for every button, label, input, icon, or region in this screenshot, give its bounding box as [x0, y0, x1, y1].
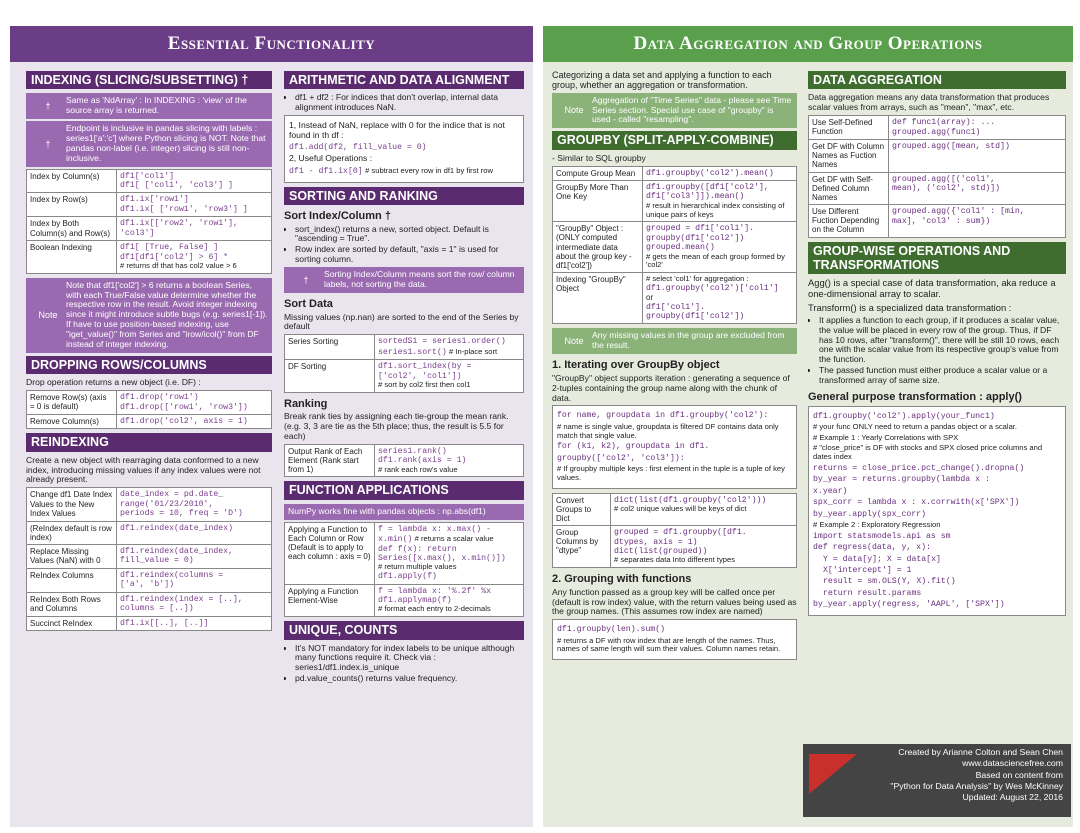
- iterating-box: for name, groupdata in df1.groupby('col2'): # name is single value, groupdata is filtered DF contains data only match that single value. for (k1, k2), groupdata in df1. groupby(['col2', 'col3']): # If groupby multiple keys : first element in the tuple is a tuple of key values.: [552, 405, 797, 488]
- table-row: Get DF with Column Names as Fuction Names grouped.agg([mean, std]): [809, 139, 1066, 172]
- categorize-note: Note Aggregation of "Time Series" data - please see Time Series section. Special use case of "groupby" is used - called "resampling".: [552, 93, 797, 129]
- credits-authors: Created by Arianne Colton and Sean Chen: [898, 747, 1063, 757]
- table-row: Output Rank of Each Element (Rank start from 1) series1.rank() df1.rank(axis = 1) # rank each row's value: [285, 444, 524, 477]
- arith-bullet: • df1 + df2 : For indices that don't overlap, internal data alignment introduces NaN.: [295, 93, 524, 113]
- table-row: Applying a Function to Each Column or Row (Default is to apply to each column : axis = 0) f = lambda x: x.max() - x.min() # returns a scalar value def f(x): return Series([x.max(), x.min()]) # return multiple values df1.apply(f): [285, 522, 524, 584]
- table-row: (ReIndex default is row index) df1.reindex(date_index): [27, 521, 272, 544]
- column-4: [808, 68, 1066, 741]
- sort-data-intro: Missing values (np.nan) are sorted to the end of the Series by default: [284, 311, 519, 332]
- table-row: Series Sorting sortedS1 = series1.order() series1.sort() # In-place sort: [285, 335, 524, 360]
- groupby-note: Note Any missing values in the group are excluded from the result.: [552, 328, 797, 354]
- table-row: Succinct ReIndex df1.ix[[..], [..]]: [27, 616, 272, 630]
- ranking-heading: Ranking: [284, 397, 328, 410]
- grouping-fn-heading: 2. Grouping with functions: [552, 573, 692, 586]
- column-2: [284, 68, 524, 825]
- unique-title: UNIQUE, COUNTS: [284, 621, 524, 639]
- groupwise-transform: Transform() is a specialized data transformation :: [808, 302, 1012, 314]
- table-row: Replace Missing Values (NaN) with 0 df1.reindex(date_index, fill_value = 0): [27, 545, 272, 569]
- data-agg-table: [808, 115, 1066, 238]
- table-row: "GroupBy" Object : (ONLY computed intermediate data about the group key - df1['col2']) grouped = df1['col1']. groupby(df1['col2']) grouped.mean() # gets the mean of each group formed by 'col2': [553, 222, 797, 273]
- table-row: Boolean Indexing df1[ [True, False] ] df1[df1['col2'] > 6] * # returns df that has col2 value > 6: [27, 241, 272, 274]
- dropping-table: [26, 390, 272, 429]
- table-row: Applying a Function Element-Wise f = lambda x: '%.2f' %x df1.applymap(f) # format each entry to 2-decimals: [285, 584, 524, 617]
- credits-website[interactable]: www.datasciencefree.com: [962, 758, 1063, 769]
- reindexing-title: REINDEXING: [26, 433, 272, 451]
- credits-updated: Updated: August 22, 2016: [962, 792, 1063, 803]
- sorting-note: † Sorting Index/Column means sort the row/ column labels, not sorting the data.: [284, 267, 524, 293]
- credits-based-on: Based on content from: [975, 769, 1063, 780]
- sorting-title: SORTING AND RANKING: [284, 187, 524, 205]
- indexing-note-2: † Endpoint is inclusive in pandas slicing with labels : series1['a':'c'] where Python slicing is NOT. Note that pandas non-label (i.e. integer) slicing is still non-inclusive.: [26, 121, 272, 167]
- column-3: [552, 68, 797, 825]
- groupwise-bullet-1: • It applies a function to each group, if it produces a scalar value, the value will be placed in every row of the group. Thus, if DF has 10 rows, after "transform()", there will be still 10 rows, each one with the scalar value from its respective group's value from the function.: [819, 316, 1066, 365]
- indexing-note-3: Note Note that df1['col2'] > 6 returns a boolean Series, with each True/False value determine whether the respective row in the result. Avoid integer indexing since it might introduce subtle bugs (e.g. series1[-1]). If have to use position-based indexing, use "iget_value()" from Series and "irow/icol()" from DF instead of integer indexing.: [26, 278, 272, 353]
- ranking-intro: Break rank ties by assigning each tie-group the mean rank. (e.g. 3, 3 are tie as the 5th place; thus, the result is 5.5 for each): [284, 411, 509, 442]
- iterating-table: [552, 493, 797, 569]
- arith-box: 1, Instead of NaN, replace with 0 for the indice that is not found in th df : df1.add(df2, fill_value = 0) 2, Useful Operations : df1 - df1.ix[0] # subtract every row in df1 by first row: [284, 115, 524, 182]
- table-row: ReIndex Both Rows and Columns df1.reindex(index = [..], columns = [..]): [27, 592, 272, 616]
- ranking-table: [284, 444, 524, 478]
- funcapp-table: [284, 522, 524, 617]
- indexing-table: [26, 169, 272, 274]
- reindexing-intro: Create a new object with rearraging data conformed to a new index, introducing missing values if any index values were not already present.: [26, 454, 261, 485]
- table-row: Indexing "GroupBy" Object # select 'col1' for aggregation : df1.groupby('col2')['col1'] or df1['col1']. groupby(df1['col2']): [553, 273, 797, 324]
- dropping-intro: Drop operation returns a new object (i.e. DF) :: [26, 377, 201, 388]
- iterating-heading: 1. Iterating over GroupBy object: [552, 359, 720, 372]
- funcapp-note: NumPy works fine with pandas objects : np.abs(df1): [284, 504, 524, 520]
- grouping-fn-box: df1.groupby(len).sum() # returns a DF with row index that are length of the names. Thus, names of same length will sum their values. Column names retain.: [552, 619, 797, 660]
- sort-index-heading: Sort Index/Column †: [284, 209, 391, 222]
- column-1: [26, 68, 272, 825]
- groupby-title: GROUPBY (SPLIT-APPLY-COMBINE): [552, 131, 797, 149]
- iterating-intro: "GroupBy" object supports iteration : generating a sequence of 2-tuples containing the group name along with the chunk of data.: [552, 372, 790, 403]
- credits-box: [803, 744, 1071, 817]
- table-row: Index by Column(s) df1['col1'] df1[ ['col1', 'col3'] ]: [27, 169, 272, 193]
- data-agg-title: DATA AGGREGATION: [808, 71, 1066, 89]
- groupwise-bullet-2: • The passed function must either produce a scalar value or a transformed array of same size.: [819, 366, 1066, 386]
- funcapp-title: FUNCTION APPLICATIONS: [284, 481, 524, 499]
- table-row: Index by Row(s) df1.ix['row1'] df1.ix[ ['row1', 'row3'] ]: [27, 193, 272, 217]
- reindexing-table: [26, 487, 272, 631]
- groupwise-agg: Agg() is a special case of data transformation, aka reduce a one-dimensional array to scalar.: [808, 277, 1056, 300]
- table-row: Remove Column(s) df1.drop('col2', axis = 1): [27, 414, 272, 428]
- grouping-fn-intro: Any function passed as a group key will be called once per (default is row index) value, with the return values being used as the group names. (This assumes row index are named): [552, 586, 797, 617]
- unique-bullet-1: • It's NOT mandatory for index labels to be unique although many functions require it. Check via : series1/df1.index.is_unique: [295, 644, 524, 674]
- apply-box: df1.groupby('col2').apply(your_func1) # your func ONLY need to return a pandas object or a scalar. # Example 1 : Yearly Correlations with SPX # "close_price" is DF with stocks and SPX closed price columns and dates index returns = close_price.pct_change().dropna() by_year = returns.groupby(lambda x : x.year) spx_corr = lambda x : x.corrwith(x['SPX']) by_year.apply(spx_corr) # Example 2 : Exploratory Regression import statsmodels.api as sm def regress(data, y, x): Y = data[y]; X = data[x] X['intercept'] = 1 result = sm.OLS(Y, X).fit() return result.params by_year.apply(regress, 'AAPL', ['SPX']): [808, 406, 1066, 616]
- logo-triangle: [809, 754, 857, 794]
- categorize-intro: Categorizing a data set and applying a function to each group, whether an aggregation or transformation.: [552, 70, 772, 91]
- indexing-note-1: † Same as 'NdArray' : In INDEXING : 'view' of the source array is returned.: [26, 93, 272, 119]
- sort-data-table: [284, 334, 524, 392]
- groupby-similar: - Similar to SQL groupby: [552, 152, 646, 163]
- apply-heading: General purpose transformation : apply(): [808, 390, 1022, 403]
- sorting-bullet-1: • sort_index() returns a new, sorted object. Default is "ascending = True".: [295, 225, 524, 245]
- right-banner: Data Aggregation and Group Operations: [543, 26, 1073, 62]
- credits-book: "Python for Data Analysis" by Wes McKinney: [890, 780, 1063, 791]
- table-row: ReIndex Columns df1.reindex(columns = ['a', 'b']): [27, 568, 272, 592]
- table-row: GroupBy More Than One Key df1.groupby([df1['col2'], df1['col3']]).mean() # result in hierarchical index consisting of unique pairs of keys: [553, 180, 797, 221]
- table-row: Remove Row(s) (axis = 0 is default) df1.drop('row1') df1.drop(['row1', 'row3']): [27, 391, 272, 415]
- table-row: Compute Group Mean df1.groupby('col2').mean(): [553, 166, 797, 180]
- sorting-bullet-2: • Row index are sorted by default, "axis = 1" is used for sorting column.: [295, 245, 524, 265]
- table-row: Change df1 Date Index Values to the New Index Values date_index = pd.date_ range('01/23/2010', periods = 10, freq = 'D'): [27, 488, 272, 521]
- table-row: Use Self-Defined Function def func1(array): ... grouped.agg(func1): [809, 116, 1066, 140]
- left-banner: Essential Functionality: [10, 26, 533, 62]
- unique-bullet-2: • pd.value_counts() returns value frequency.: [295, 674, 524, 684]
- table-row: Use Different Fuction Depending on the Column grouped.agg({'col1' : [min, max], 'col3' : sum}): [809, 205, 1066, 238]
- indexing-title: INDEXING (SLICING/SUBSETTING) †: [26, 71, 272, 89]
- table-row: Get DF with Self-Defined Column Names grouped.agg([('col1', mean), ('col2', std)]): [809, 172, 1066, 205]
- arith-title: ARITHMETIC AND DATA ALIGNMENT: [284, 71, 524, 89]
- sort-data-heading: Sort Data: [284, 297, 333, 310]
- table-row: Group Columns by "dtype" grouped = df1.groupby([df1. dtypes, axis = 1) dict(list(grouped)) # separates data Into different types: [553, 526, 797, 568]
- groupby-table: [552, 166, 797, 325]
- groupwise-title: GROUP-WISE OPERATIONS AND TRANSFORMATIONS: [808, 242, 1066, 275]
- data-agg-intro: Data aggregation means any data transformation that produces scalar values from arrays, such as "mean", "max", etc.: [808, 92, 1050, 113]
- table-row: Convert Groups to Dict dict(list(df1.groupby('col2'))) # col2 unique values will be keys of dict: [553, 493, 797, 526]
- dropping-title: DROPPING ROWS/COLUMNS: [26, 356, 272, 374]
- table-row: DF Sorting df1.sort_index(by = ['col2', 'col1']) # sort by col2 first then col1: [285, 360, 524, 393]
- table-row: Index by Both Column(s) and Row(s) df1.ix[['row2', 'row1'], 'col3']: [27, 217, 272, 241]
